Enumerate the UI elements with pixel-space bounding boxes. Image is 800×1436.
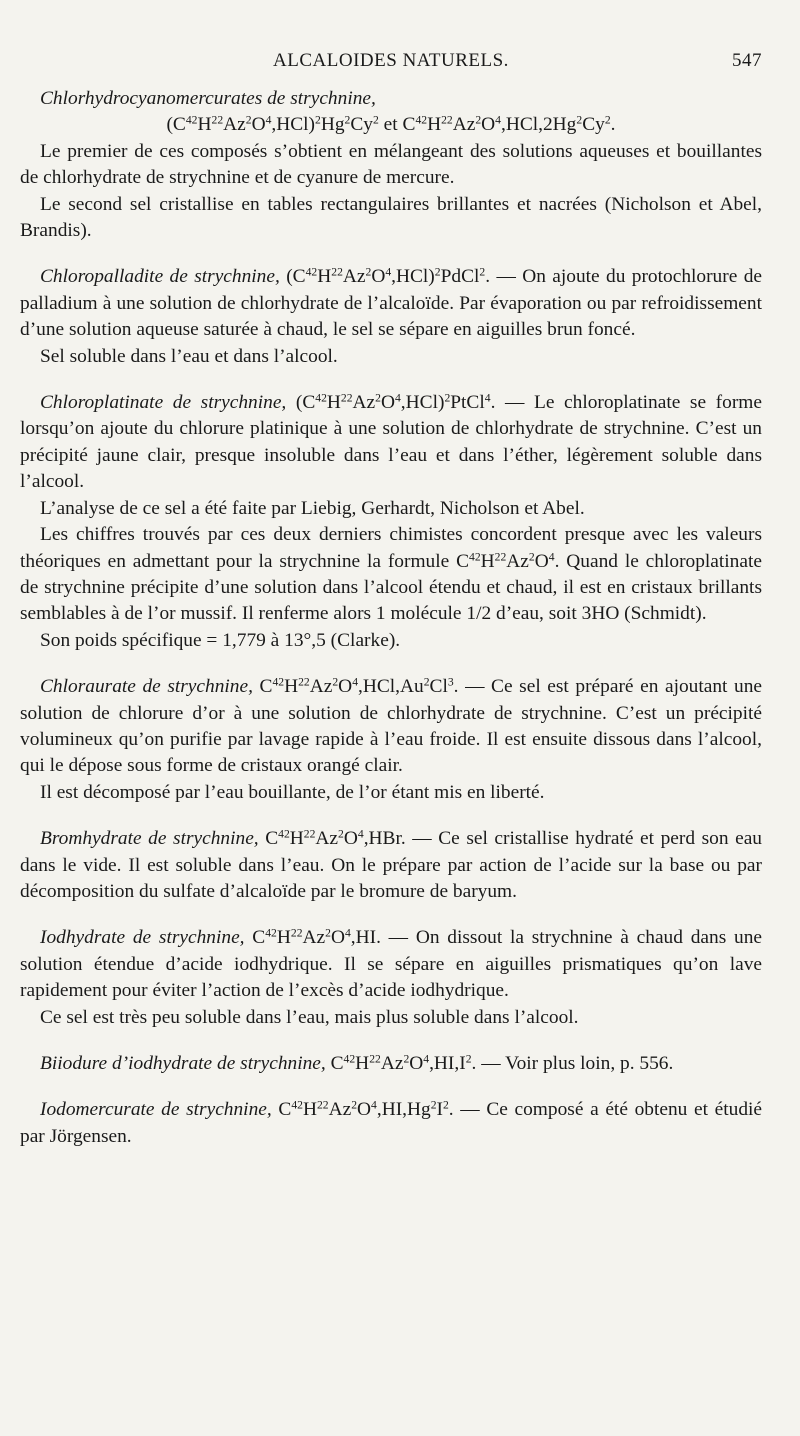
formula-superscript: 4 (357, 827, 364, 841)
text-run: (C (279, 266, 306, 288)
text-run: H (317, 266, 332, 288)
formula-superscript: 2 (442, 1099, 449, 1113)
text-run: O (251, 114, 266, 136)
text-run: Cl (429, 676, 448, 698)
formula-superscript: 4 (385, 266, 392, 280)
text-run: C (271, 1099, 292, 1121)
formula-superscript: 2 (365, 266, 372, 280)
text-run: H (197, 114, 212, 136)
text-run: Cy (350, 114, 373, 136)
text-run: Les chiffres trouvés par ces deux derniers chimistes concordent presque avec les valeurs théoriques en admettant pour la strychnine la formule C (20, 524, 762, 572)
text-run: Az (328, 1099, 352, 1121)
formula-superscript: 4 (265, 114, 272, 128)
text-run: . — Voir plus loin, p. 556. (471, 1053, 674, 1074)
formula-superscript: 22 (494, 550, 507, 564)
entry-title: Chloraurate de strychnine, (40, 676, 253, 698)
text-run: O (330, 927, 345, 949)
text-run: Az (352, 392, 376, 414)
text-run: Cy (582, 114, 605, 136)
text-run: ,HCl,2Hg (500, 114, 577, 136)
paragraph: Le premier de ces composés s’obtient en mélangeant des solutions aqueuses et bouillantes de chlorhydrate de strychnine et de cyanure de mercure. (20, 140, 762, 189)
formula-superscript: 2 (576, 114, 583, 128)
entry-paragraph (20, 674, 762, 780)
text-run: PtCl (450, 392, 485, 414)
formula-superscript: 22 (298, 675, 310, 689)
text-run: C (244, 927, 266, 949)
formula-superscript: 2 (351, 1099, 358, 1113)
text-run: O (343, 828, 358, 850)
formula-superscript: 4 (394, 391, 401, 405)
formula-superscript: 42 (265, 926, 277, 940)
formula-superscript: 42 (315, 391, 327, 405)
text-run: (C (166, 114, 186, 136)
formula-superscript: 4 (344, 926, 351, 940)
entry-paragraph (20, 826, 762, 905)
formula-superscript: 2 (375, 391, 381, 405)
text-run: ,HBr (363, 828, 401, 850)
text-run: O (338, 676, 353, 698)
text-run: (C (286, 392, 316, 414)
text-run: C (252, 676, 273, 698)
formula-superscript: 42 (415, 114, 428, 128)
formula-superscript: 22 (211, 114, 224, 128)
formula-superscript: 42 (343, 1052, 356, 1066)
formula-superscript: 42 (272, 675, 285, 689)
text-run: ,HCl,Au (358, 676, 424, 698)
formula-superscript: 2 (325, 926, 331, 940)
text-run: O (380, 392, 395, 414)
formula-superscript: 2 (444, 391, 451, 405)
formula-superscript: 2 (245, 114, 252, 128)
entry-title: Iodomercurate de strychnine, (40, 1099, 272, 1121)
text-run: ,HI,I (429, 1053, 466, 1074)
text-run: Hg (320, 114, 345, 136)
text-run: ,HCl) (271, 114, 316, 136)
text-run: . — Ce composé a été obtenu et étudié par Jörgensen. (20, 1099, 763, 1147)
formula-superscript: 42 (185, 114, 198, 128)
formula-superscript: 22 (290, 926, 303, 940)
paragraph: Il est décomposé par l’eau bouillante, de l’or étant mis en liberté. (40, 781, 545, 803)
entry-heading (20, 86, 762, 112)
text-run: ,HCl) (400, 392, 445, 414)
formula-superscript: 4 (548, 550, 555, 564)
entry-title: Chloropalladite de strychnine, (40, 266, 280, 288)
text-run: H (276, 927, 291, 949)
text-run: Az (309, 676, 333, 698)
formula-superscript: 4 (371, 1099, 377, 1113)
text-run: Az (315, 828, 339, 850)
formula-superscript: 22 (340, 391, 353, 405)
formula-superscript: 2 (423, 675, 430, 689)
text-run: . Quand le chloroplatinate de strychnine précipite d’une solution dans l’alcool étendu et chaud, il est en cristaux brillants semblables à de l’or mussif. Il renferme alors 1 molécule 1/2 d’eau, soit 3HO (Schmidt). (20, 550, 762, 625)
entry-paragraph (20, 390, 762, 496)
formula-superscript: 2 (315, 114, 321, 128)
paragraph: Ce sel est très peu soluble dans l’eau, mais plus soluble dans l’alcool. (40, 1006, 579, 1028)
text-run: C (325, 1053, 344, 1074)
paragraph (20, 522, 762, 628)
text-run: O (481, 114, 496, 136)
formula-superscript: 4 (495, 114, 501, 128)
formula-superscript: 4 (484, 391, 491, 405)
text-run: PdCl (440, 266, 480, 288)
formula-superscript: 22 (441, 114, 453, 128)
chemical-formula (20, 112, 762, 138)
formula-superscript: 4 (352, 675, 358, 689)
text-run: O (357, 1099, 372, 1121)
text-run: ,HCl) (391, 266, 435, 288)
paragraph: Son poids spécifique = 1,779 à 13°,5 (Clarke). (40, 629, 401, 651)
formula-superscript: 2 (373, 114, 379, 128)
formula-superscript: 42 (291, 1099, 303, 1113)
formula-superscript: 2 (338, 827, 344, 841)
text-run: Az (506, 550, 529, 572)
paragraph: L’analyse de ce sel a été faite par Liebig, Gerhardt, Nicholson et Abel. (40, 497, 585, 519)
text-run: C (258, 828, 279, 850)
entry-title: Chloroplatinate de strychnine, (40, 392, 287, 414)
formula-superscript: 22 (331, 266, 343, 280)
formula-superscript: 4 (423, 1052, 430, 1066)
page-body (20, 86, 762, 1150)
entry-paragraph (20, 1097, 762, 1150)
text-run: . — Ce sel est préparé en ajoutant une solution de chlorure d’or à une solution de chlorhydrate de strychnine. C’est un précipité volumineux qu’on purifie par lavage rapide à l’eau froide. Il est ensuite dissous dans l’alcool, qui le dépose sous forme de cristaux orangé clair. (20, 676, 762, 777)
formula-superscript: 42 (305, 266, 318, 280)
formula-superscript: 2 (344, 114, 351, 128)
formula-superscript: 22 (369, 1052, 381, 1066)
formula-superscript: 2 (528, 550, 535, 564)
formula-superscript: 2 (465, 1052, 472, 1066)
text-run: . — On dissout la strychnine à chaud dans une solution étendue d’acide iodhydrique. Il se sépare en aiguilles prismatiques qu’on lave rapidement pour éviter l’action de l’excès d’acide iodhydrique. (20, 927, 763, 1002)
text-run: . — Le chloroplatinate se forme lorsqu’on ajoute du chlorure platinique à une solution de chlorhydrate de strychnine. C’est un précipité jaune clair, presque insoluble dans l’eau et dans l’éther, légèrement soluble dans l’alcool. (20, 392, 762, 493)
text-run: ,HI,Hg (376, 1099, 431, 1121)
formula-superscript: 2 (430, 1099, 437, 1113)
text-run: H (302, 1099, 317, 1121)
formula-superscript: 22 (303, 827, 316, 841)
text-run: O (534, 550, 549, 572)
entry-title: Iodhydrate de strychnine, (40, 927, 245, 949)
text-run: O (409, 1053, 424, 1074)
page-number: 547 (732, 50, 762, 71)
text-run: H (289, 828, 304, 850)
text-run: H (480, 550, 495, 572)
paragraph: Le second sel cristallise en tables rectangulaires brillantes et nacrées (Nicholson et Abel, Brandis). (20, 193, 762, 242)
entry-paragraph (20, 264, 762, 343)
formula-superscript: 3 (447, 675, 454, 689)
text-run: Az (452, 114, 476, 136)
text-run: H (355, 1053, 370, 1074)
text-run: Az (342, 266, 366, 288)
formula-superscript: 2 (475, 114, 482, 128)
entry-title: Bromhydrate de strychnine, (40, 828, 259, 850)
text-run: Az (302, 927, 326, 949)
text-run: Az (223, 114, 246, 136)
formula-superscript: 2 (434, 266, 441, 280)
entry-title: Chlorhydrocyanomercurates de strychnine, (40, 88, 376, 109)
text-run: . — On ajoute du protochlorure de palladium à une solution de chlorhydrate de l’alcaloïde. Par évaporation ou par refroidissement d’une solution aqueuse saturée à chaud, le sel se sépare en aiguilles brun foncé. (20, 266, 762, 341)
entry-paragraph (20, 925, 762, 1004)
text-run: H (427, 114, 442, 136)
running-title: ALCALOIDES NATURELS. (273, 50, 509, 71)
formula-superscript: 42 (469, 550, 481, 564)
text-run: H (326, 392, 341, 414)
text-run: Az (380, 1053, 404, 1074)
formula-superscript: 2 (403, 1052, 410, 1066)
text-run: . — Ce sel cristallise hydraté et perd son eau dans le vide. Il est soluble dans l’eau. On le prépare par action de l’acide sur la base ou par décomposition du sulfate d’alcaloïde par le bromure de baryum. (20, 828, 762, 902)
formula-superscript: 22 (316, 1099, 329, 1113)
entry-paragraph (20, 1051, 762, 1077)
paragraph: Sel soluble dans l’eau et dans l’alcool. (40, 345, 338, 367)
running-head (20, 50, 762, 80)
formula-superscript: 42 (278, 827, 290, 841)
text-run: H (284, 676, 299, 698)
text-run: O (371, 266, 386, 288)
formula-superscript: 2 (332, 675, 339, 689)
text-run: et C (378, 114, 416, 136)
formula-superscript: 2 (604, 114, 611, 128)
text-run: ,HI (350, 927, 377, 949)
text-run: I (436, 1099, 443, 1121)
text-run: . (610, 114, 616, 136)
entry-title: Biiodure d’iodhydrate de strychnine, (40, 1053, 326, 1074)
formula-superscript: 2 (479, 266, 486, 280)
